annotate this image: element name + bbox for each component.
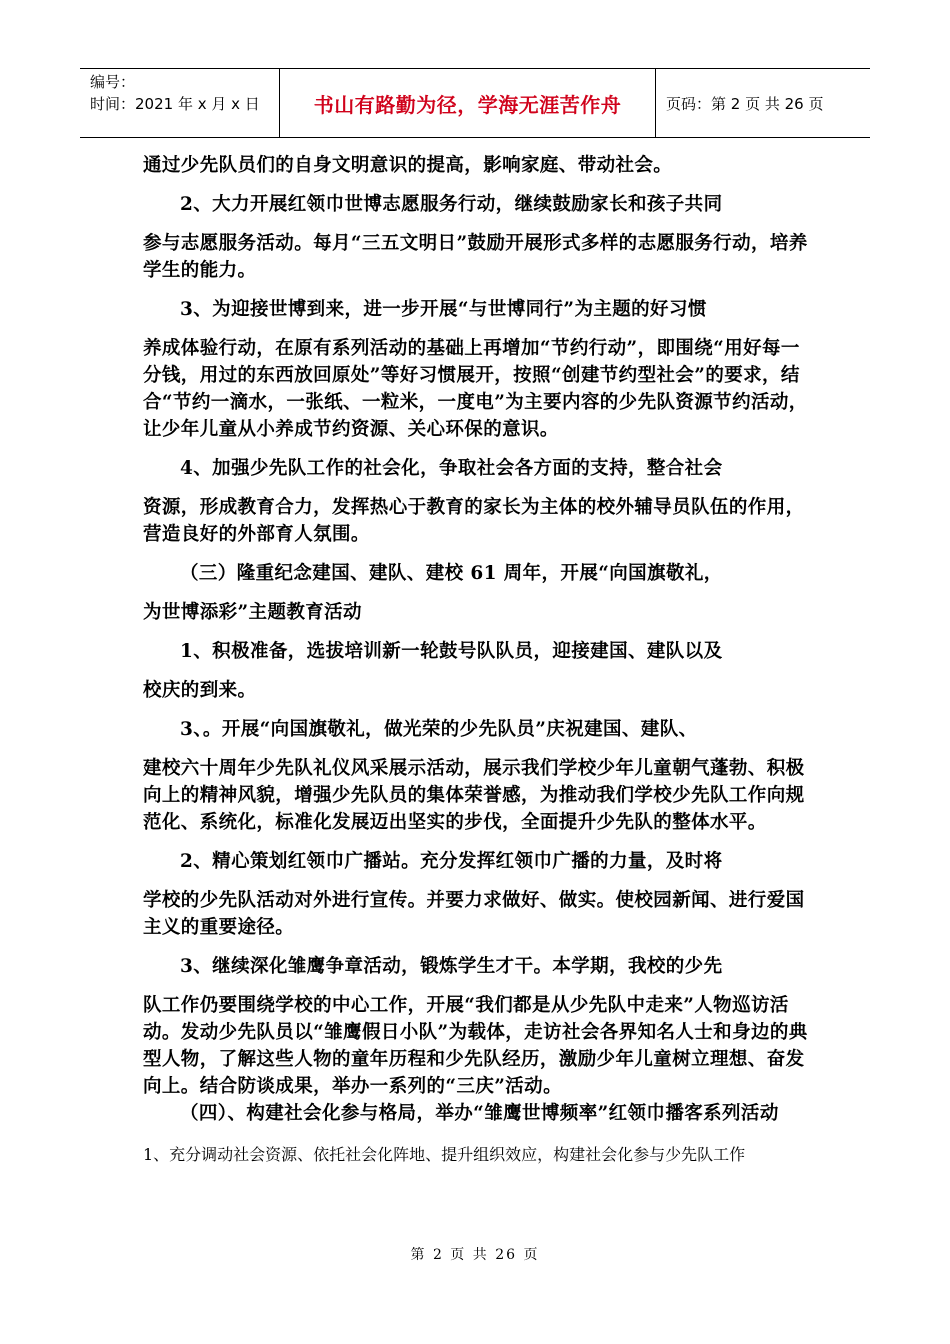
paragraph: 队工作仍要围绕学校的中心工作，开展“我们都是从少先队中走来”人物巡访活动。发动少先队员以“雏鹰假日小队”为载体，走访社会各界知名人士和身边的典型人物，了解这些人物的童年历程和少先队经历，激励少年儿童树立理想、奋发向上。结合防谈成果，举办一系列的“三庆”活动。 bbox=[143, 995, 808, 1097]
header-meta bbox=[80, 69, 280, 137]
paragraph: 参与志愿服务活动。每月“三五文明日”鼓励开展形式多样的志愿服务行动，培养学生的能力。 bbox=[143, 233, 808, 281]
code-label: 编号： bbox=[90, 73, 136, 91]
paragraph: 学校的少先队活动对外进行宣传。并要力求做好、做实。使校园新闻、进行爱国主义的重要途径。 bbox=[143, 890, 805, 938]
paragraph: 3、。开展“向国旗敬礼，做光荣的少先队员”庆祝建国、建队、 bbox=[180, 719, 698, 740]
page-footer: 第 2 页 共 26 页 bbox=[410, 1247, 540, 1263]
paragraph: 2、精心策划红领巾广播站。充分发挥红领巾广播的力量，及时将 bbox=[180, 851, 723, 872]
section-heading-cont: 为世博添彩”主题教育活动 bbox=[143, 602, 362, 623]
paragraph: 4、加强少先队工作的社会化，争取社会各方面的支持，整合社会 bbox=[180, 458, 723, 479]
paragraph: 3、为迎接世博到来，进一步开展“与世博同行”为主题的好习惯 bbox=[180, 299, 707, 320]
header-motto-cell bbox=[280, 69, 656, 137]
page-header bbox=[80, 68, 870, 138]
paragraph: 3、继续深化雏鹰争章活动，锻炼学生才干。本学期，我校的少先 bbox=[180, 956, 723, 977]
header-page-info bbox=[656, 69, 870, 137]
section-heading: （四）、构建社会化参与格局，举办“雏鹰世博频率”红领巾播客系列活动 bbox=[180, 1103, 779, 1124]
paragraph: 建校六十周年少先队礼仪风采展示活动，展示我们学校少年儿童朝气蓬勃、积极向上的精神风貌，增强少先队员的集体荣誉感，为推动我们学校少先队工作向规范化、系统化，标准化发展迈出坚实的步伐，全面提升少先队的整体水平。 bbox=[143, 758, 805, 833]
paragraph: 2、大力开展红领巾世博志愿服务行动，继续鼓励家长和孩子共同 bbox=[180, 194, 723, 215]
document-body bbox=[143, 152, 811, 1168]
paragraph: 1、积极准备，选拔培训新一轮鼓号队队员，迎接建国、建队以及 bbox=[180, 641, 723, 662]
page-info: 页码：第 2 页 共 26 页 bbox=[666, 94, 824, 113]
motto: 书山有路勤为径，学海无涯苦作舟 bbox=[313, 92, 622, 117]
date-label: 时间：2021 年 x 月 x 日 bbox=[90, 95, 260, 113]
paragraph: 养成体验行动，在原有系列活动的基础上再增加“节约行动”，即围绕“用好每一分钱，用过的东西放回原处”等好习惯展开，按照“创建节约型社会”的要求，结合“节约一滴水，一张纸、一粒米，一度电”为主要内容的少先队资源节约活动，让少年儿童从小养成节约资源、关心环保的意识。 bbox=[143, 338, 808, 440]
section-heading: （三）隆重纪念建国、建队、建校 61 周年，开展“向国旗敬礼， bbox=[180, 563, 723, 584]
paragraph: 校庆的到来。 bbox=[143, 680, 257, 701]
paragraph: 资源，形成教育合力，发挥热心于教育的家长为主体的校外辅导员队伍的作用，营造良好的外部育人氛围。 bbox=[143, 497, 805, 545]
paragraph: 通过少先队员们的自身文明意识的提高，影响家庭、带动社会。 bbox=[143, 155, 673, 176]
paragraph: 1、充分调动社会资源、依托社会化阵地、提升组织效应，构建社会化参与少先队工作 bbox=[143, 1145, 746, 1164]
